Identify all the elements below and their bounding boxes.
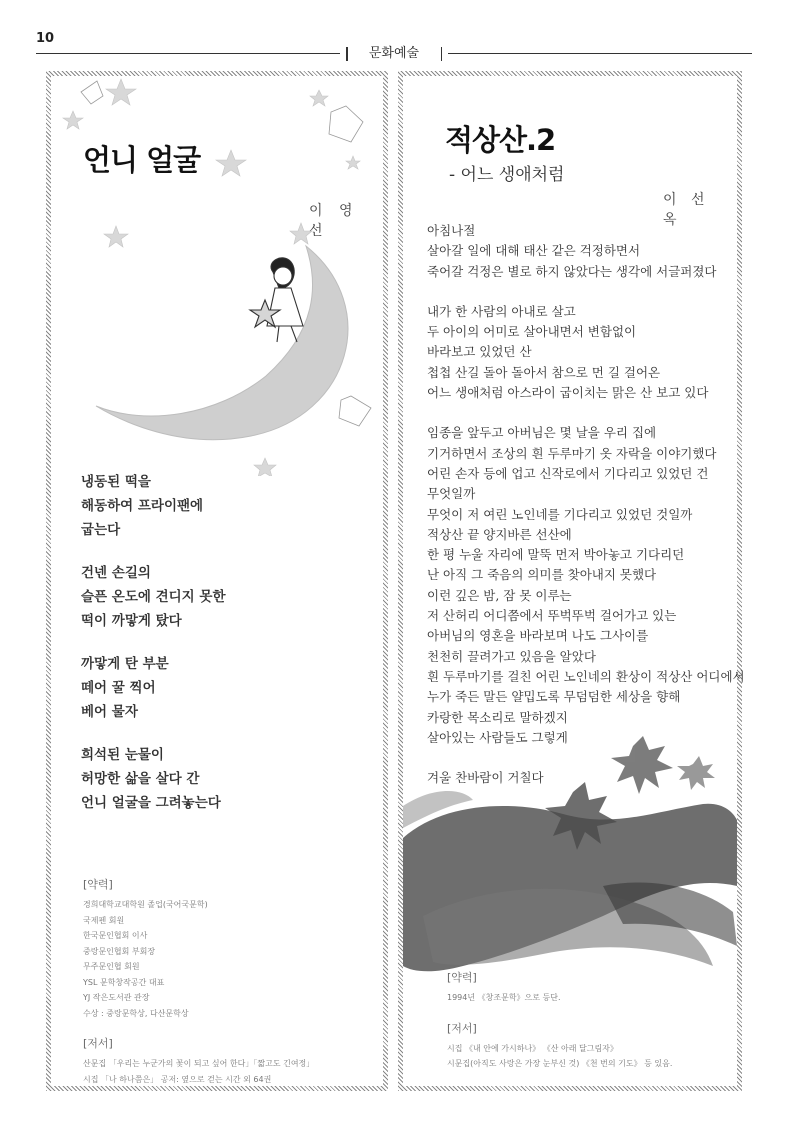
poem-line: 어느 생애처럼 아스라이 굽이치는 맑은 산 보고 있다	[427, 385, 709, 401]
right-poem-body	[427, 221, 745, 808]
poem-line: 바라보고 있었던 산	[427, 344, 532, 360]
works-item: 시집 「나 하나쯤은」 공저: 옆으로 걷는 시간 외 64권	[83, 1074, 272, 1084]
profile-item: 수상 : 중랑문학상, 다산문학상	[83, 1008, 189, 1018]
poem-line: 아버님의 영혼을 바라보며 나도 그사이를	[427, 628, 649, 644]
poem-line: 언니 얼굴을 그려놓는다	[81, 795, 221, 811]
poem-line: 떼어 꿀 찍어	[81, 680, 156, 696]
works-item: 시문집(아직도 사랑은 가장 눈부신 것) 《천 번의 기도》 등 있음.	[447, 1059, 673, 1068]
right-author-bio	[447, 969, 672, 1072]
profile-item: 중랑문인협회 부회장	[83, 946, 156, 956]
right-poem-author: 이 선 옥	[663, 192, 710, 228]
works-item: 시집 《내 안에 가시하나》 《산 아래 달그림자》	[447, 1043, 618, 1053]
profile-item: 무주문인협 회원	[83, 962, 140, 971]
works-item: 산문집 「우리는 누군가의 꽃이 되고 싶어 한다」「짧고도 긴여정」	[83, 1059, 315, 1068]
poem-line: 희석된 눈물이	[81, 747, 164, 763]
poem-line: 떡이 까맣게 탔다	[81, 613, 182, 629]
poem-line: 한 평 누울 자리에 말뚝 먼저 박아놓고 기다리던	[427, 547, 685, 563]
poem-line: 임종을 앞두고 아버님은 몇 날을 우리 집에	[427, 425, 657, 441]
profile-item: YJ 작은도서관 관장	[83, 993, 150, 1002]
poem-line: 카랑한 목소리로 말하겠지	[427, 709, 568, 725]
poem-line: 아침나절	[427, 223, 476, 238]
profile-item: 한국문인협회 이사	[83, 931, 148, 940]
left-poem-frame	[46, 71, 388, 1091]
poem-line: 베어 물자	[81, 704, 138, 720]
poem-line: 살아갈 일에 대해 태산 같은 걱정하면서	[427, 243, 641, 259]
right-poem-frame	[398, 71, 745, 1091]
poem-line: 건넨 손길의	[81, 565, 151, 581]
poem-line: 슬픈 온도에 견디지 못한	[81, 589, 226, 605]
poem-stanza	[427, 768, 745, 788]
left-author-bio	[83, 876, 314, 1087]
poem-line: 저 산허리 어디쯤에서 뚜벅뚜벅 걸어가고 있는	[427, 608, 677, 624]
poem-line: 죽어갈 걱정은 별로 하지 않았다는 생각에 서글퍼졌다	[427, 263, 717, 279]
poem-stanza	[427, 221, 745, 282]
poem-stanza	[81, 470, 226, 542]
poem-stanza	[81, 561, 226, 633]
poem-line: 해동하여 프라이팬에	[81, 498, 204, 514]
profile-item: 1994년 《창조문학》으로 등단.	[447, 993, 561, 1002]
poem-line: 흰 두루마기를 걸친 어린 노인네의 환상이 적상산 어디에서	[427, 668, 745, 684]
poem-line: 굽는다	[81, 522, 121, 538]
poem-line: 까맣게 탄 부분	[81, 656, 169, 672]
girl-illustration	[250, 258, 303, 342]
poem-stanza	[427, 302, 745, 403]
section-title: 문화예술	[340, 44, 448, 64]
poem-line: 이런 깊은 밤, 잠 못 이루는	[427, 587, 572, 603]
left-poem-author: 이 영 선	[309, 203, 359, 239]
poem-line: 어린 손자 등에 업고 신작로에서 기다리고 있었던 건	[427, 465, 709, 481]
moon-illustration	[96, 246, 348, 440]
poem-stanza	[81, 743, 226, 815]
poem-line: 무엇일까	[427, 486, 476, 502]
poem-line: 냉동된 떡을	[81, 474, 151, 490]
right-poem-title: 적상산.2	[445, 123, 556, 157]
left-poem-body	[81, 470, 226, 834]
works-heading: [저서]	[83, 1037, 113, 1050]
poem-line: 무엇이 저 여린 노인네를 기다리고 있었던 것일까	[427, 506, 693, 522]
stars-decoration	[51, 76, 383, 476]
poem-line: 난 아직 그 죽음의 의미를 찾아내지 못했다	[427, 567, 657, 583]
profile-item: 경희대학교대학원 졸업(국어국문학)	[83, 900, 208, 909]
poem-stanza	[81, 652, 226, 724]
poem-line: 첩첩 산길 돌아 돌아서 참으로 먼 길 걸어온	[427, 364, 661, 380]
poem-line: 천천히 끌려가고 있음을 알았다	[427, 648, 596, 664]
works-heading: [저서]	[447, 1021, 477, 1035]
poem-line: 내가 한 사람의 아내로 살고	[427, 303, 576, 319]
profile-heading: [약력]	[83, 878, 113, 891]
profile-item: YSL 문학창작공간 대표	[83, 977, 165, 987]
poem-line: 누가 죽든 말든 얄밉도록 무덤덤한 세상을 향해	[427, 689, 681, 705]
page-number: 10	[36, 31, 55, 46]
poem-line: 두 아이의 어미로 살아내면서 변함없이	[427, 324, 637, 340]
right-poem-subtitle: - 어느 생애처럼	[449, 165, 565, 185]
poem-line: 허망한 삶을 살다 간	[81, 771, 200, 787]
profile-item: 국제펜 회원	[83, 915, 125, 925]
poem-line: 살아있는 사람들도 그렇게	[427, 729, 568, 745]
left-poem-title: 언니 얼굴	[83, 143, 201, 177]
poem-line: 겨울 찬바람이 거칠다	[427, 770, 544, 786]
profile-heading: [약력]	[447, 971, 477, 984]
poem-stanza	[427, 423, 745, 748]
poem-line: 기거하면서 조상의 흰 두루마기 옷 자락을 이야기했다	[427, 445, 717, 461]
poem-line: 적상산 끝 양지바른 선산에	[427, 526, 572, 542]
